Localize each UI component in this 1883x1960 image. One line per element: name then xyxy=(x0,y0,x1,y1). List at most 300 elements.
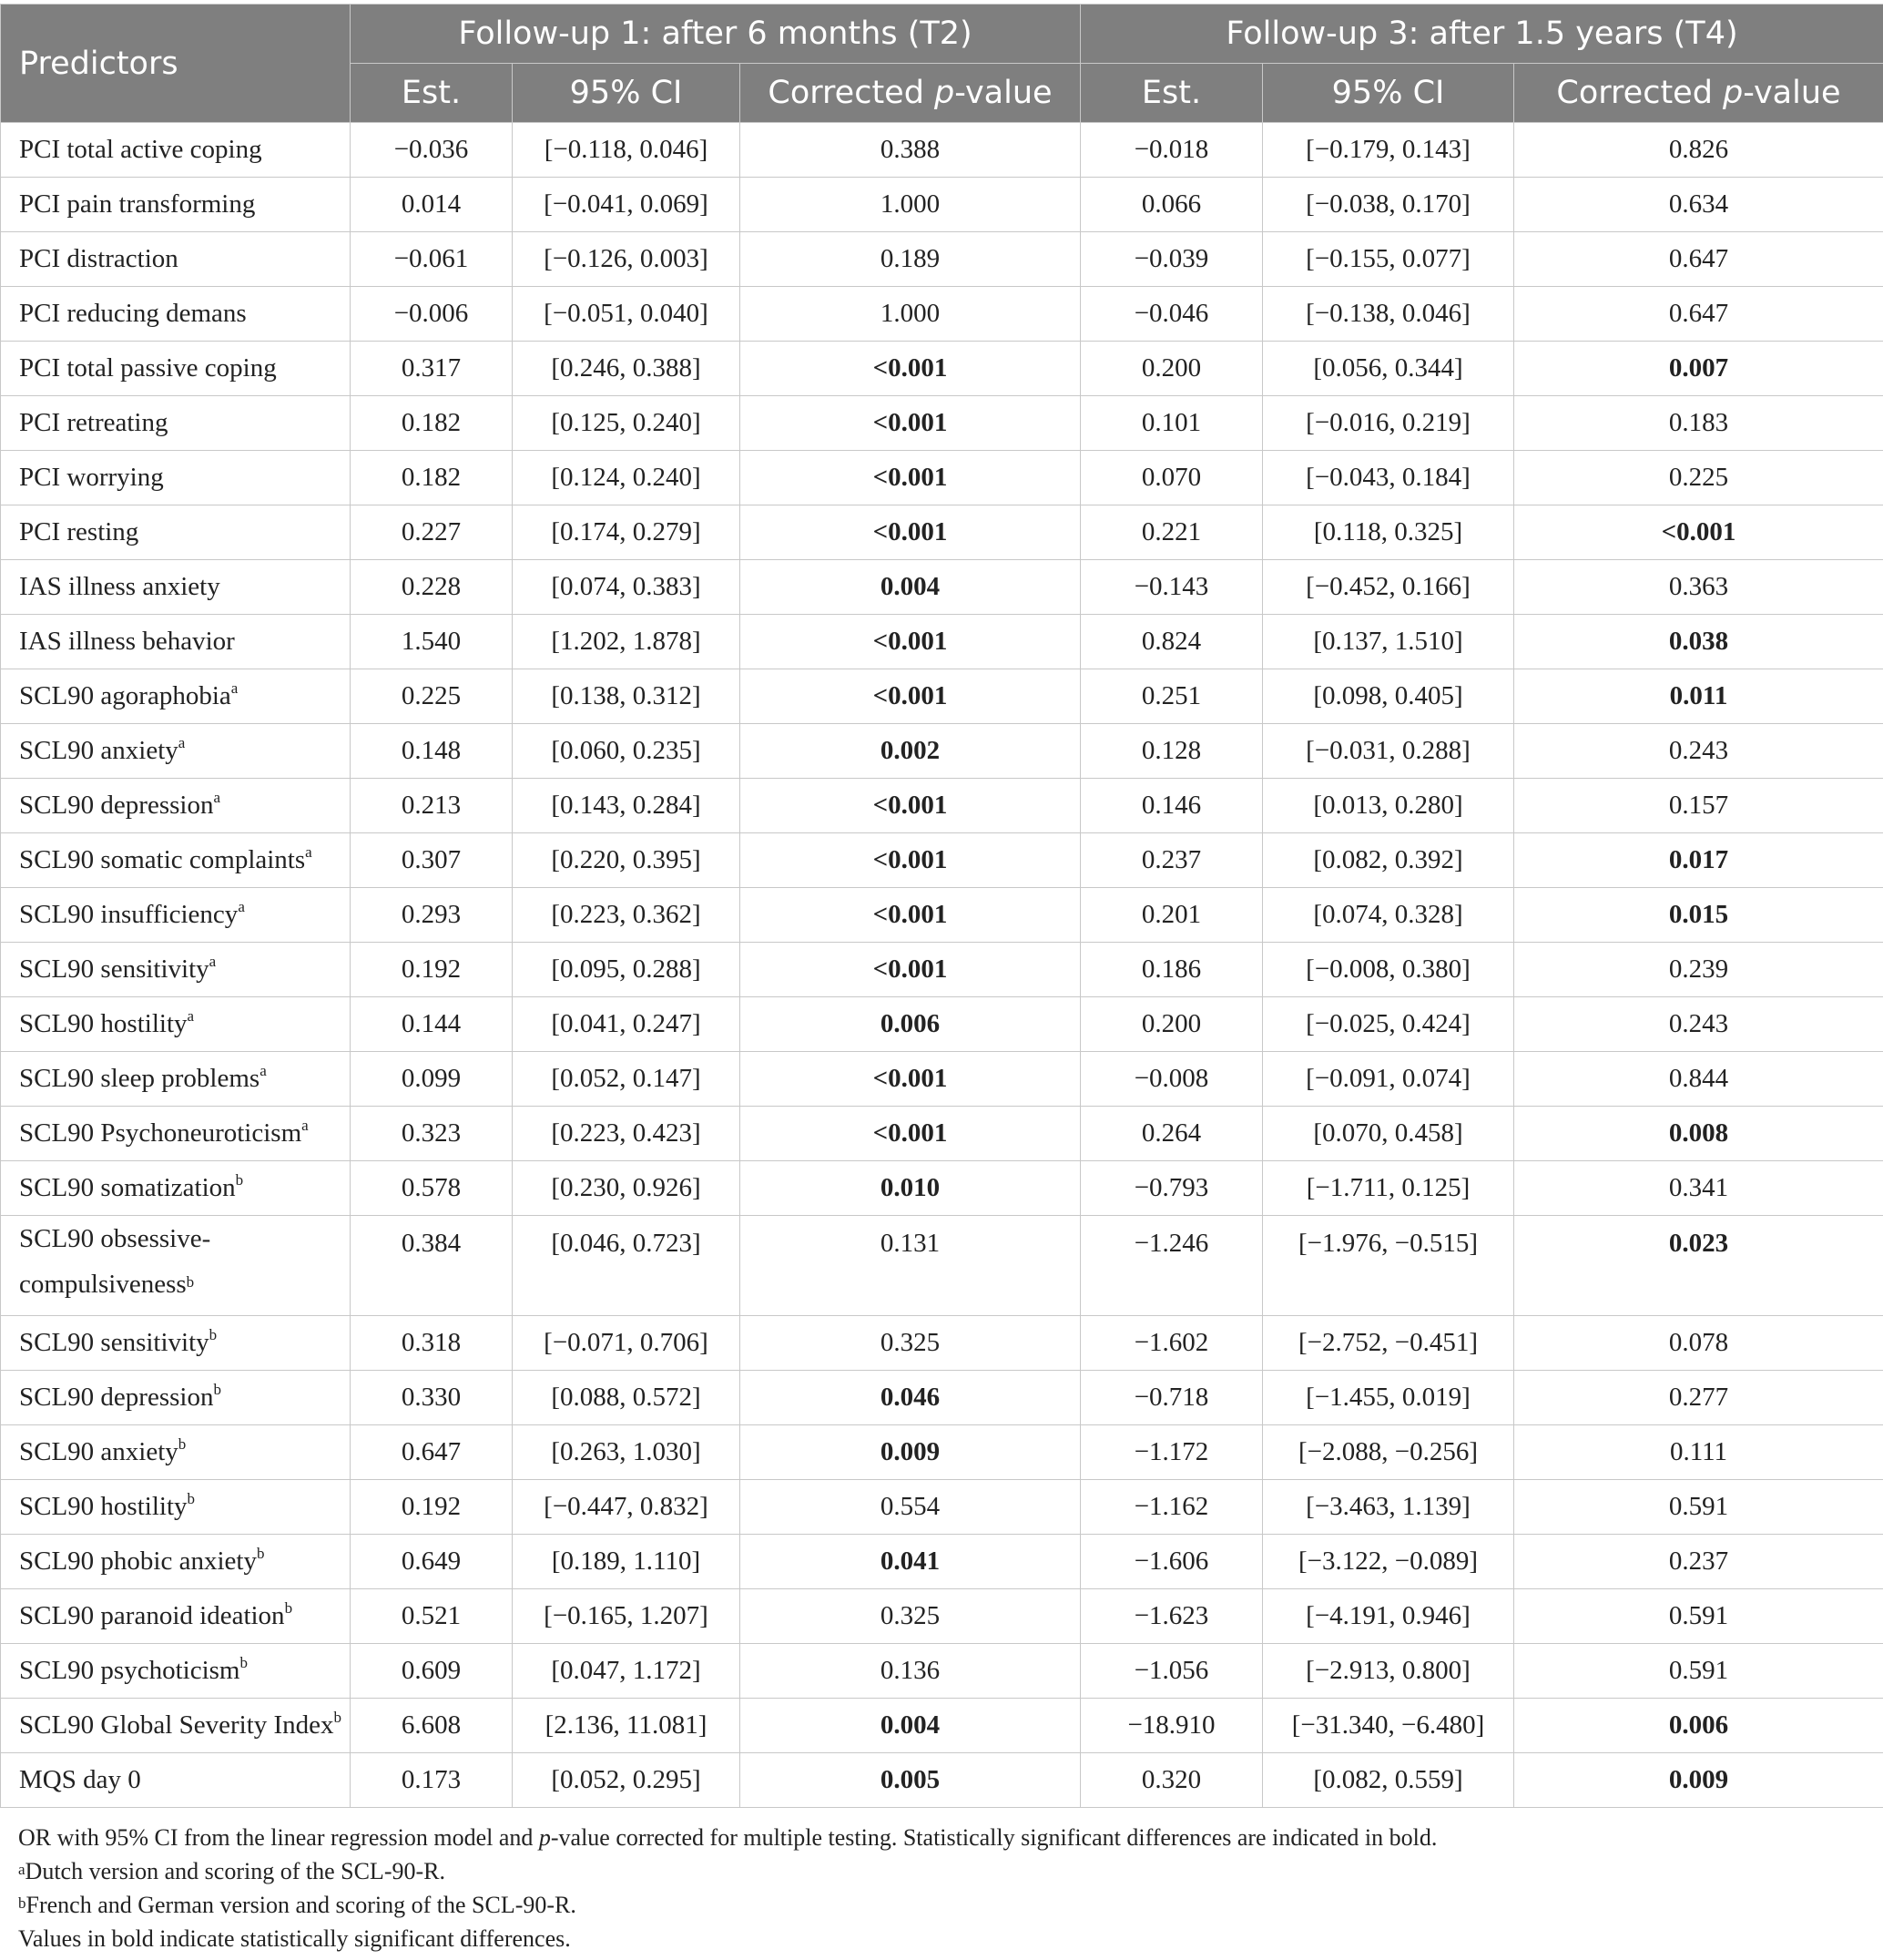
cell-pvalue-t2: <0.001 xyxy=(740,943,1081,997)
table-row xyxy=(1,615,1883,669)
pvalue-prefix: Corrected xyxy=(1556,75,1724,111)
cell-pvalue-t2: <0.001 xyxy=(740,779,1081,833)
table-row xyxy=(1,1589,1883,1644)
footnote-marker: b xyxy=(333,1709,342,1726)
cell-ci-t2: [0.138, 0.312] xyxy=(513,669,740,724)
predictor-name: PCI resting xyxy=(19,517,139,546)
cell-pvalue-t2: <0.001 xyxy=(740,342,1081,396)
cell-pvalue-t2: <0.001 xyxy=(740,451,1081,505)
cell-est-t4: 0.186 xyxy=(1081,943,1263,997)
predictor-name: PCI retreating xyxy=(19,408,168,437)
cell-pvalue-t4: 0.243 xyxy=(1514,724,1883,779)
footnote-marker: a xyxy=(209,953,217,970)
cell-pvalue-t4: 0.826 xyxy=(1514,123,1883,178)
cell-est-t2: 0.609 xyxy=(351,1644,513,1699)
cell-pvalue-t4: 0.111 xyxy=(1514,1425,1883,1480)
cell-est-t4: −1.602 xyxy=(1081,1316,1263,1371)
table-row xyxy=(1,1052,1883,1107)
cell-ci-t4: [−2.088, −0.256] xyxy=(1263,1425,1514,1480)
cell-est-t2: 0.227 xyxy=(351,505,513,560)
cell-est-t4: −1.606 xyxy=(1081,1535,1263,1589)
cell-est-t4: −1.623 xyxy=(1081,1589,1263,1644)
predictor-name: SCL90 agoraphobia xyxy=(19,681,231,710)
cell-pvalue-t2: <0.001 xyxy=(740,396,1081,451)
cell-est-t2: 0.318 xyxy=(351,1316,513,1371)
predictor-name: PCI total active coping xyxy=(19,135,262,164)
cell-predictor xyxy=(1,1425,351,1480)
cell-ci-t4: [−0.031, 0.288] xyxy=(1263,724,1514,779)
cell-predictor xyxy=(1,1107,351,1161)
cell-predictor xyxy=(1,1644,351,1699)
cell-ci-t2: [0.088, 0.572] xyxy=(513,1371,740,1425)
cell-ci-t4: [−3.122, −0.089] xyxy=(1263,1535,1514,1589)
footnote-marker: a xyxy=(260,1062,267,1079)
header-group-t4: Follow-up 3: after 1.5 years (T4) xyxy=(1081,5,1883,64)
cell-pvalue-t4: 0.341 xyxy=(1514,1161,1883,1216)
cell-ci-t2: [0.046, 0.723] xyxy=(513,1216,740,1316)
cell-ci-t2: [−0.447, 0.832] xyxy=(513,1480,740,1535)
cell-ci-t4: [0.098, 0.405] xyxy=(1263,669,1514,724)
cell-est-t2: 0.182 xyxy=(351,451,513,505)
footnote-marker: b xyxy=(235,1171,244,1189)
cell-pvalue-t4: 0.183 xyxy=(1514,396,1883,451)
cell-ci-t4: [0.056, 0.344] xyxy=(1263,342,1514,396)
cell-est-t4: 0.221 xyxy=(1081,505,1263,560)
cell-pvalue-t4: 0.017 xyxy=(1514,833,1883,888)
cell-est-t4: −1.162 xyxy=(1081,1480,1263,1535)
footnote-marker: b xyxy=(213,1381,221,1398)
cell-ci-t4: [−1.455, 0.019] xyxy=(1263,1371,1514,1425)
footnote-a-marker: a xyxy=(18,1861,25,1878)
cell-est-t2: 0.192 xyxy=(351,943,513,997)
footnote-method-italic: p xyxy=(538,1824,551,1851)
predictor-name: PCI total passive coping xyxy=(19,353,277,383)
cell-ci-t4: [0.082, 0.559] xyxy=(1263,1753,1514,1808)
cell-pvalue-t4: 0.844 xyxy=(1514,1052,1883,1107)
cell-est-t2: 0.192 xyxy=(351,1480,513,1535)
cell-predictor xyxy=(1,888,351,943)
table-row xyxy=(1,1753,1883,1808)
cell-pvalue-t4: 0.008 xyxy=(1514,1107,1883,1161)
predictor-name: SCL90 depression xyxy=(19,791,214,820)
header-row-groups xyxy=(1,5,1883,64)
cell-predictor xyxy=(1,560,351,615)
cell-est-t2: 0.228 xyxy=(351,560,513,615)
cell-predictor xyxy=(1,1052,351,1107)
predictor-name: MQS day 0 xyxy=(19,1765,141,1794)
regression-table xyxy=(0,4,1883,1808)
footnote-a-text: Dutch version and scoring of the SCL-90-R. xyxy=(25,1858,445,1884)
cell-est-t4: 0.264 xyxy=(1081,1107,1263,1161)
cell-est-t2: 0.173 xyxy=(351,1753,513,1808)
cell-predictor xyxy=(1,1371,351,1425)
cell-pvalue-t4: 0.363 xyxy=(1514,560,1883,615)
cell-est-t4: 0.201 xyxy=(1081,888,1263,943)
cell-ci-t4: [−0.138, 0.046] xyxy=(1263,287,1514,342)
predictor-name: IAS illness anxiety xyxy=(19,572,220,601)
footnote-marker: a xyxy=(213,789,221,806)
cell-pvalue-t2: 0.388 xyxy=(740,123,1081,178)
cell-predictor xyxy=(1,232,351,287)
predictor-name: SCL90 somatization xyxy=(19,1173,236,1202)
cell-pvalue-t2: 0.325 xyxy=(740,1589,1081,1644)
cell-predictor xyxy=(1,1699,351,1753)
table-row xyxy=(1,342,1883,396)
cell-ci-t4: [0.082, 0.392] xyxy=(1263,833,1514,888)
cell-est-t2: 0.099 xyxy=(351,1052,513,1107)
cell-predictor xyxy=(1,1535,351,1589)
predictor-name: IAS illness behavior xyxy=(19,627,235,656)
cell-ci-t4: [−4.191, 0.946] xyxy=(1263,1589,1514,1644)
cell-ci-t2: [0.189, 1.110] xyxy=(513,1535,740,1589)
cell-est-t4: −1.246 xyxy=(1081,1216,1263,1316)
cell-est-t2: 0.384 xyxy=(351,1216,513,1316)
cell-ci-t2: [0.174, 0.279] xyxy=(513,505,740,560)
cell-est-t4: −0.008 xyxy=(1081,1052,1263,1107)
table-row xyxy=(1,287,1883,342)
table-row xyxy=(1,724,1883,779)
cell-pvalue-t4: 0.591 xyxy=(1514,1480,1883,1535)
cell-pvalue-t4: 0.007 xyxy=(1514,342,1883,396)
cell-ci-t4: [0.137, 1.510] xyxy=(1263,615,1514,669)
cell-est-t4: 0.251 xyxy=(1081,669,1263,724)
cell-predictor xyxy=(1,615,351,669)
cell-est-t2: 0.330 xyxy=(351,1371,513,1425)
cell-pvalue-t2: 0.009 xyxy=(740,1425,1081,1480)
table-row xyxy=(1,1425,1883,1480)
cell-est-t2: 0.293 xyxy=(351,888,513,943)
cell-predictor xyxy=(1,123,351,178)
header-pvalue-t2 xyxy=(740,64,1081,123)
cell-pvalue-t2: 0.046 xyxy=(740,1371,1081,1425)
cell-pvalue-t2: 0.005 xyxy=(740,1753,1081,1808)
footnote-marker: b xyxy=(178,1435,187,1453)
cell-ci-t2: [−0.051, 0.040] xyxy=(513,287,740,342)
cell-ci-t2: [0.074, 0.383] xyxy=(513,560,740,615)
cell-predictor xyxy=(1,451,351,505)
cell-ci-t2: [0.143, 0.284] xyxy=(513,779,740,833)
predictor-name: SCL90 hostility xyxy=(19,1492,188,1521)
cell-est-t2: 0.649 xyxy=(351,1535,513,1589)
cell-ci-t2: [0.223, 0.423] xyxy=(513,1107,740,1161)
cell-ci-t4: [−3.463, 1.139] xyxy=(1263,1480,1514,1535)
cell-est-t2: 0.323 xyxy=(351,1107,513,1161)
cell-est-t4: −18.910 xyxy=(1081,1699,1263,1753)
cell-predictor xyxy=(1,287,351,342)
cell-pvalue-t4: 0.239 xyxy=(1514,943,1883,997)
table-container xyxy=(0,4,1883,1955)
footnote-marker: a xyxy=(305,843,312,861)
cell-pvalue-t2: 0.136 xyxy=(740,1644,1081,1699)
footnote-marker: a xyxy=(238,898,245,915)
cell-ci-t2: [0.246, 0.388] xyxy=(513,342,740,396)
footnote-marker: b xyxy=(256,1545,265,1562)
footnote-a xyxy=(18,1854,1883,1888)
table-row xyxy=(1,560,1883,615)
cell-ci-t4: [−1.976, −0.515] xyxy=(1263,1216,1514,1316)
cell-est-t4: 0.146 xyxy=(1081,779,1263,833)
cell-pvalue-t4: 0.634 xyxy=(1514,178,1883,232)
cell-predictor xyxy=(1,943,351,997)
cell-est-t2: 0.647 xyxy=(351,1425,513,1480)
cell-ci-t2: [0.223, 0.362] xyxy=(513,888,740,943)
cell-ci-t4: [−0.008, 0.380] xyxy=(1263,943,1514,997)
predictor-name: SCL90 somatic complaints xyxy=(19,845,306,874)
table-row xyxy=(1,779,1883,833)
cell-ci-t2: [2.136, 11.081] xyxy=(513,1699,740,1753)
cell-pvalue-t2: <0.001 xyxy=(740,1052,1081,1107)
predictor-name: SCL90 hostility xyxy=(19,1009,188,1038)
cell-ci-t2: [0.230, 0.926] xyxy=(513,1161,740,1216)
cell-ci-t4: [−0.091, 0.074] xyxy=(1263,1052,1514,1107)
cell-ci-t2: [0.095, 0.288] xyxy=(513,943,740,997)
footnote-b-text: French and German version and scoring of the SCL-90-R. xyxy=(25,1892,576,1918)
pvalue-prefix: Corrected xyxy=(768,75,935,111)
cell-pvalue-t4: 0.006 xyxy=(1514,1699,1883,1753)
cell-pvalue-t2: 0.189 xyxy=(740,232,1081,287)
cell-pvalue-t4: 0.243 xyxy=(1514,997,1883,1052)
cell-ci-t2: [−0.071, 0.706] xyxy=(513,1316,740,1371)
table-row xyxy=(1,997,1883,1052)
cell-pvalue-t2: 0.006 xyxy=(740,997,1081,1052)
cell-est-t4: 0.066 xyxy=(1081,178,1263,232)
predictor-name: SCL90 sleep problems xyxy=(19,1064,260,1093)
cell-est-t2: 0.578 xyxy=(351,1161,513,1216)
cell-ci-t2: [−0.126, 0.003] xyxy=(513,232,740,287)
cell-predictor xyxy=(1,1161,351,1216)
table-row xyxy=(1,1216,1883,1316)
cell-ci-t4: [−31.340, −6.480] xyxy=(1263,1699,1514,1753)
cell-est-t2: 1.540 xyxy=(351,615,513,669)
footnote-method-pre: OR with 95% CI from the linear regression model and xyxy=(18,1824,539,1851)
cell-pvalue-t4: 0.277 xyxy=(1514,1371,1883,1425)
cell-pvalue-t4: 0.591 xyxy=(1514,1589,1883,1644)
footnote-marker: b xyxy=(239,1654,248,1671)
table-row xyxy=(1,888,1883,943)
cell-ci-t2: [0.124, 0.240] xyxy=(513,451,740,505)
predictor-name: SCL90 phobic anxiety xyxy=(19,1547,257,1576)
cell-predictor xyxy=(1,505,351,560)
table-row xyxy=(1,1161,1883,1216)
predictor-name: SCL90 sensitivity xyxy=(19,1328,209,1357)
table-row xyxy=(1,178,1883,232)
cell-pvalue-t2: 0.131 xyxy=(740,1216,1081,1316)
footnote-b-marker: b xyxy=(18,1894,26,1912)
pvalue-suffix: -value xyxy=(1743,75,1841,111)
predictor-name: SCL90 obsessive-compulsiveness xyxy=(19,1224,211,1299)
cell-est-t2: −0.036 xyxy=(351,123,513,178)
cell-pvalue-t2: 0.325 xyxy=(740,1316,1081,1371)
cell-pvalue-t4: 0.023 xyxy=(1514,1216,1883,1316)
header-pvalue-t4 xyxy=(1514,64,1883,123)
cell-ci-t4: [−0.155, 0.077] xyxy=(1263,232,1514,287)
cell-est-t4: −0.793 xyxy=(1081,1161,1263,1216)
header-group-t2: Follow-up 1: after 6 months (T2) xyxy=(351,5,1081,64)
cell-ci-t2: [0.052, 0.295] xyxy=(513,1753,740,1808)
cell-est-t2: 0.225 xyxy=(351,669,513,724)
predictor-name: SCL90 psychoticism xyxy=(19,1656,240,1685)
cell-ci-t2: [0.041, 0.247] xyxy=(513,997,740,1052)
table-row xyxy=(1,1699,1883,1753)
table-row xyxy=(1,833,1883,888)
cell-est-t4: 0.101 xyxy=(1081,396,1263,451)
cell-est-t2: 0.521 xyxy=(351,1589,513,1644)
cell-ci-t4: [−0.452, 0.166] xyxy=(1263,560,1514,615)
cell-pvalue-t4: 0.009 xyxy=(1514,1753,1883,1808)
cell-predictor xyxy=(1,396,351,451)
cell-ci-t4: [−2.913, 0.800] xyxy=(1263,1644,1514,1699)
cell-est-t2: 0.144 xyxy=(351,997,513,1052)
predictor-name: SCL90 paranoid ideation xyxy=(19,1601,285,1630)
predictor-name: PCI pain transforming xyxy=(19,189,256,219)
cell-pvalue-t4: 0.078 xyxy=(1514,1316,1883,1371)
pvalue-suffix: -value xyxy=(954,75,1053,111)
footnote-marker: a xyxy=(187,1007,195,1025)
footnote-marker: a xyxy=(301,1117,309,1134)
cell-pvalue-t4: 0.237 xyxy=(1514,1535,1883,1589)
cell-pvalue-t2: 0.004 xyxy=(740,560,1081,615)
cell-ci-t2: [0.125, 0.240] xyxy=(513,396,740,451)
footnote-marker: a xyxy=(178,734,186,751)
cell-est-t4: 0.824 xyxy=(1081,615,1263,669)
cell-est-t4: −0.143 xyxy=(1081,560,1263,615)
table-row xyxy=(1,232,1883,287)
table-row xyxy=(1,1644,1883,1699)
cell-est-t4: 0.200 xyxy=(1081,342,1263,396)
table-footnotes xyxy=(0,1821,1883,1955)
cell-ci-t4: [0.013, 0.280] xyxy=(1263,779,1514,833)
cell-predictor xyxy=(1,342,351,396)
cell-predictor xyxy=(1,1589,351,1644)
cell-est-t2: 0.307 xyxy=(351,833,513,888)
cell-ci-t2: [0.220, 0.395] xyxy=(513,833,740,888)
cell-predictor xyxy=(1,669,351,724)
cell-est-t4: −0.018 xyxy=(1081,123,1263,178)
cell-est-t4: 0.070 xyxy=(1081,451,1263,505)
footnote-marker: a xyxy=(230,679,239,697)
cell-ci-t4: [0.074, 0.328] xyxy=(1263,888,1514,943)
cell-pvalue-t4: 0.647 xyxy=(1514,232,1883,287)
header-est-t4: Est. xyxy=(1081,64,1263,123)
cell-pvalue-t2: 0.010 xyxy=(740,1161,1081,1216)
cell-est-t4: 0.320 xyxy=(1081,1753,1263,1808)
cell-pvalue-t2: <0.001 xyxy=(740,505,1081,560)
cell-predictor xyxy=(1,779,351,833)
cell-est-t2: −0.006 xyxy=(351,287,513,342)
table-row xyxy=(1,1535,1883,1589)
cell-est-t4: 0.237 xyxy=(1081,833,1263,888)
table-row xyxy=(1,1107,1883,1161)
cell-predictor xyxy=(1,833,351,888)
cell-ci-t4: [−2.752, −0.451] xyxy=(1263,1316,1514,1371)
table-row xyxy=(1,1480,1883,1535)
cell-est-t4: −0.046 xyxy=(1081,287,1263,342)
cell-est-t4: 0.128 xyxy=(1081,724,1263,779)
header-est-t2: Est. xyxy=(351,64,513,123)
cell-ci-t4: [−0.043, 0.184] xyxy=(1263,451,1514,505)
footnote-method xyxy=(18,1821,1883,1854)
cell-pvalue-t4: <0.001 xyxy=(1514,505,1883,560)
cell-pvalue-t2: <0.001 xyxy=(740,615,1081,669)
predictor-name: PCI distraction xyxy=(19,244,178,273)
cell-predictor xyxy=(1,1753,351,1808)
cell-est-t2: 0.014 xyxy=(351,178,513,232)
cell-pvalue-t4: 0.038 xyxy=(1514,615,1883,669)
cell-pvalue-t2: 0.041 xyxy=(740,1535,1081,1589)
footnote-method-post: -value corrected for multiple testing. Statistically significant differences are indicated in bold. xyxy=(550,1824,1438,1851)
cell-est-t4: 0.200 xyxy=(1081,997,1263,1052)
header-ci-t4: 95% CI xyxy=(1263,64,1514,123)
table-row xyxy=(1,396,1883,451)
cell-pvalue-t2: 1.000 xyxy=(740,178,1081,232)
header-ci-t2: 95% CI xyxy=(513,64,740,123)
cell-est-t4: −0.718 xyxy=(1081,1371,1263,1425)
cell-pvalue-t2: 0.002 xyxy=(740,724,1081,779)
cell-ci-t2: [1.202, 1.878] xyxy=(513,615,740,669)
cell-pvalue-t4: 0.015 xyxy=(1514,888,1883,943)
cell-est-t4: −1.056 xyxy=(1081,1644,1263,1699)
cell-pvalue-t4: 0.647 xyxy=(1514,287,1883,342)
table-body xyxy=(1,123,1883,1808)
cell-ci-t4: [0.070, 0.458] xyxy=(1263,1107,1514,1161)
table-row xyxy=(1,943,1883,997)
cell-ci-t4: [−0.038, 0.170] xyxy=(1263,178,1514,232)
footnote-bold xyxy=(18,1922,1883,1955)
cell-pvalue-t4: 0.225 xyxy=(1514,451,1883,505)
cell-ci-t2: [0.060, 0.235] xyxy=(513,724,740,779)
cell-pvalue-t4: 0.157 xyxy=(1514,779,1883,833)
cell-pvalue-t2: <0.001 xyxy=(740,833,1081,888)
cell-ci-t4: [−0.025, 0.424] xyxy=(1263,997,1514,1052)
cell-predictor xyxy=(1,178,351,232)
footnote-b xyxy=(18,1888,1883,1922)
predictor-name: SCL90 anxiety xyxy=(19,1437,178,1466)
pvalue-italic: p xyxy=(1723,75,1744,111)
cell-ci-t4: [−1.711, 0.125] xyxy=(1263,1161,1514,1216)
cell-est-t2: 0.317 xyxy=(351,342,513,396)
predictor-name: SCL90 depression xyxy=(19,1383,214,1412)
table-row xyxy=(1,1316,1883,1371)
cell-est-t2: 0.213 xyxy=(351,779,513,833)
table-row xyxy=(1,123,1883,178)
cell-est-t2: 6.608 xyxy=(351,1699,513,1753)
footnote-marker: b xyxy=(186,1273,195,1291)
cell-ci-t4: [−0.179, 0.143] xyxy=(1263,123,1514,178)
cell-ci-t4: [−0.016, 0.219] xyxy=(1263,396,1514,451)
predictor-name: SCL90 anxiety xyxy=(19,736,178,765)
cell-pvalue-t2: 1.000 xyxy=(740,287,1081,342)
cell-pvalue-t4: 0.591 xyxy=(1514,1644,1883,1699)
cell-predictor xyxy=(1,1316,351,1371)
cell-est-t4: −1.172 xyxy=(1081,1425,1263,1480)
cell-ci-t2: [−0.041, 0.069] xyxy=(513,178,740,232)
footnote-marker: b xyxy=(209,1326,218,1343)
table-row xyxy=(1,1371,1883,1425)
cell-ci-t2: [0.052, 0.147] xyxy=(513,1052,740,1107)
cell-ci-t2: [0.047, 1.172] xyxy=(513,1644,740,1699)
predictor-name: PCI worrying xyxy=(19,463,164,492)
predictor-name: SCL90 Global Severity Index xyxy=(19,1710,334,1740)
cell-predictor xyxy=(1,1480,351,1535)
cell-ci-t2: [0.263, 1.030] xyxy=(513,1425,740,1480)
cell-pvalue-t2: <0.001 xyxy=(740,888,1081,943)
cell-predictor xyxy=(1,1216,351,1316)
cell-ci-t2: [−0.165, 1.207] xyxy=(513,1589,740,1644)
footnote-bold-text: Values in bold indicate statistically significant differences. xyxy=(18,1925,571,1952)
cell-pvalue-t2: 0.004 xyxy=(740,1699,1081,1753)
pvalue-italic: p xyxy=(934,75,955,111)
predictor-name: SCL90 sensitivity xyxy=(19,954,209,984)
